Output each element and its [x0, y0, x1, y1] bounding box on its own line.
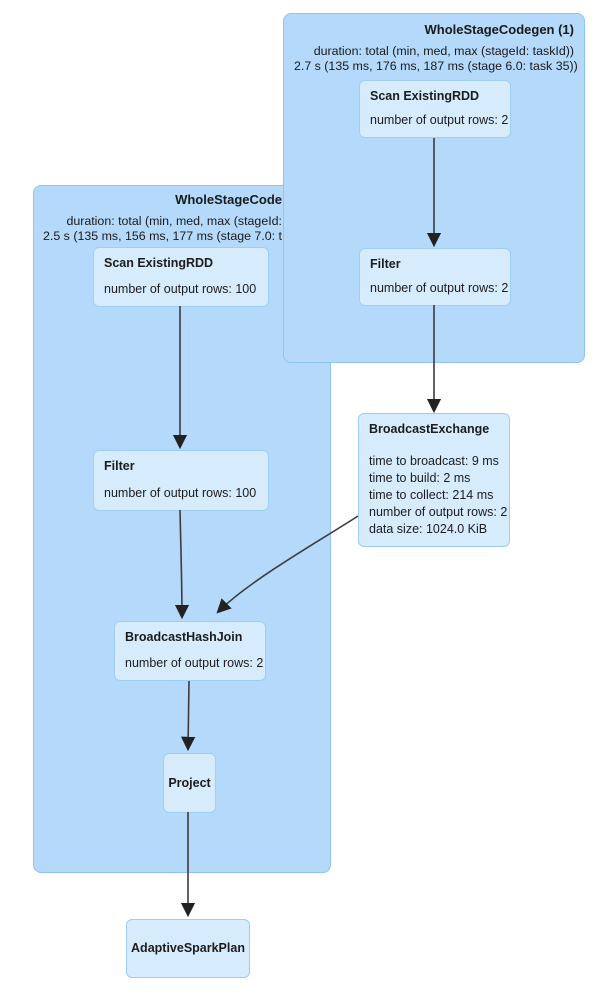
node-filter-1 [359, 248, 511, 306]
metric-line: time to broadcast: 9 ms [369, 454, 499, 468]
cluster-header [43, 192, 282, 244]
node-metrics: number of output rows: 100 [104, 486, 257, 500]
node-metrics: number of output rows: 2 [370, 113, 509, 127]
node-label: AdaptiveSparkPlan [131, 941, 245, 955]
node-metrics: number of output rows: 2 [125, 656, 264, 670]
metric-line: number of output rows: 2 [369, 505, 508, 519]
node-adaptive-spark-plan [126, 919, 250, 978]
node-broadcast-exchange [358, 413, 510, 547]
node-label: Scan ExistingRDD [370, 89, 480, 103]
node-label: Project [168, 775, 211, 790]
cluster-duration [284, 38, 584, 74]
cluster-whole-stage-codegen-1 [283, 13, 585, 363]
cluster-title: WholeStageCode [175, 192, 282, 207]
duration-label: duration: total (min, med, max (stageId: taskId)) [313, 44, 574, 58]
duration-value: 2.5 s (135 ms, 156 ms, 177 ms (stage 7.0: t [43, 229, 282, 243]
node-metrics: number of output rows: 100 [104, 282, 257, 296]
node-label: BroadcastExchange [369, 422, 490, 436]
node-project [163, 753, 216, 813]
metric-line: time to collect: 214 ms [369, 488, 494, 502]
node-broadcast-hash-join [114, 621, 266, 681]
node-label: Filter [104, 459, 135, 473]
cluster-title: WholeStageCodegen (1) [424, 22, 574, 37]
node-scan-existing-rdd-1 [359, 80, 511, 138]
metric-line: time to build: 2 ms [369, 471, 471, 485]
node-metrics [369, 453, 508, 538]
cluster-duration [43, 214, 282, 244]
duration-value: 2.7 s (135 ms, 176 ms, 187 ms (stage 6.0: task 35)) [294, 59, 578, 73]
node-filter-2 [93, 450, 269, 511]
duration-label: duration: total (min, med, max (stageId: [66, 214, 282, 228]
node-label: Scan ExistingRDD [104, 256, 214, 270]
node-label: BroadcastHashJoin [125, 630, 243, 644]
node-scan-existing-rdd-2 [93, 247, 269, 307]
metric-line: data size: 1024.0 KiB [369, 522, 488, 536]
node-metrics: number of output rows: 2 [370, 281, 509, 295]
node-label: Filter [370, 257, 401, 271]
